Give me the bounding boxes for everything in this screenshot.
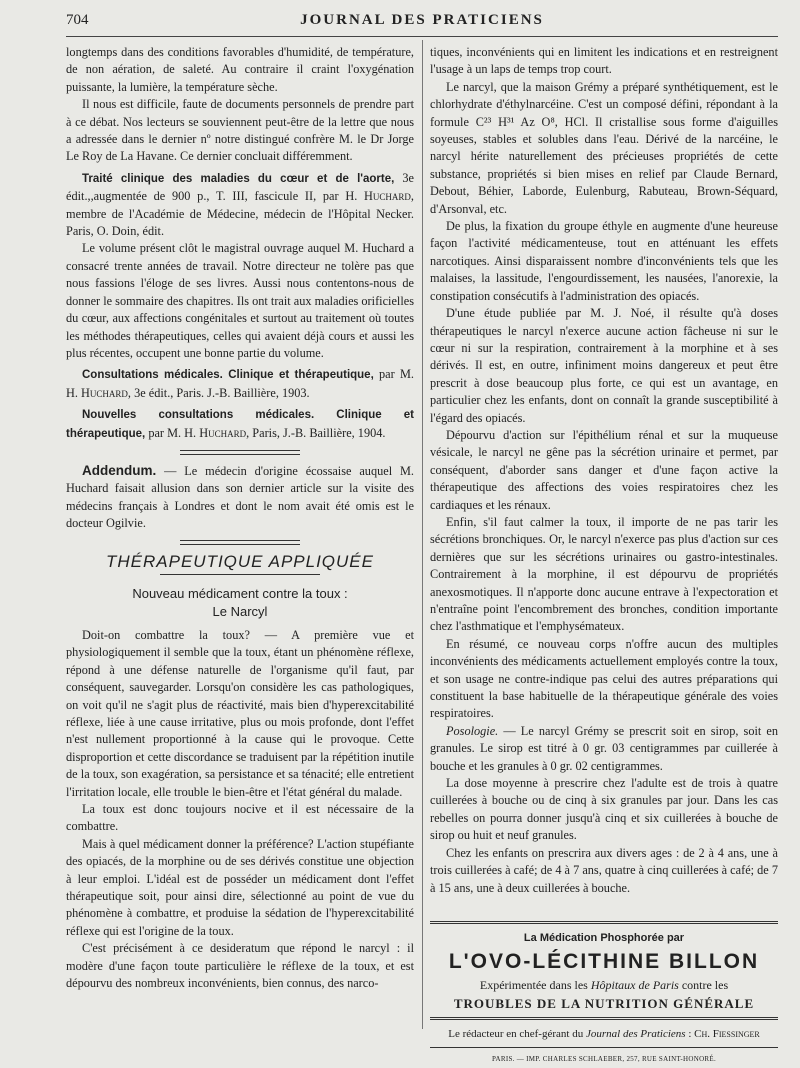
- section-rule: [160, 574, 320, 575]
- section-title: THÉRAPEUTIQUE APPLIQUÉE: [106, 551, 374, 571]
- posologie-label: Posologie.: [446, 723, 499, 738]
- paragraph: Chez les enfants on prescrira aux divers ages : de 2 à 4 ans, une à trois cuillerées à café; de 4 à 7 ans, quatre à cinq cuillerées à café; de 7 à 15 ans, une à deux cuillerées à bouche.: [430, 845, 778, 895]
- book-title: Consultations médicales. Clinique et thérapeutique,: [82, 369, 374, 382]
- author-name: Huchard,: [199, 425, 250, 440]
- book-reference: Consultations médicales. Clinique et thérapeutique, par M. H. Huchard, 3e édit., Paris. J.-B. Baillière, 1903.: [66, 367, 414, 400]
- right-column: [430, 44, 778, 1068]
- separator-rule: [180, 450, 300, 455]
- header-rule: [66, 36, 778, 37]
- paragraph: Le narcyl, que la maison Grémy a préparé synthétiquement, est le chlorhydrate d'éthylnarcéine. C'est un composé défini, répondant à la formule C²³ H³¹ Az O⁸, HCl. Il cristallise sous forme d'aiguilles soyeuses, stables et solubles dans l'eau. Dérivé de la narcéine, le narcyl hérite naturellement des précieuses propriétés de cette substance, propriétés si bien mises en relief par Claude Bernard, Debout, Béhier, Laborde, Eulenburg, Rabuteau, Brown-Séquard, d'Arsonval, etc.: [430, 79, 778, 216]
- paragraph: En résumé, ce nouveau corps n'offre aucun des multiples inconvénients des médicaments actuellement employés contre la toux, et son usage ne contre-indique pas celui des autres préparations qui constituent la base habituelle de la thérapeutique générale des voies respiratoires.: [430, 636, 778, 721]
- paragraph: Doit-on combattre la toux? — A première vue et physiologiquement il semble que la toux, étant un phénomène réflexe, répond à une défense naturelle de l'organisme qu'il faut, par conséquent, sauvegarder. Lorsqu'on considère les cas pathologiques, on voit qu'il ne s'agit plus de réactivité, mais bien d'hyperexcitabilité réflexe, liée à une cause irritative, plus ou mois profonde, dont l'effet n'est nullement proportionné à la cause qui le provoque. Cette disproportion et cette discordance se traduisent par la répétition inutile de la toux, son exagération, sa persistance et sa ténacité; elle entretient l'irritation locale, elle trouble le bien-être et l'état général du malade.: [66, 627, 414, 799]
- paragraph: La toux est donc toujours nocive et il est nécessaire de la combattre.: [66, 802, 414, 834]
- book-title: Nouvelles consultations médicales. Clinique et thérapeutique,: [66, 409, 414, 440]
- separator-rule: [180, 540, 300, 545]
- journal-title: JOURNAL DES PRATICIENS: [300, 12, 544, 28]
- ad-line: Expérimentée dans les Hôpitaux de Paris contre les: [479, 978, 729, 993]
- editor-line: Le rédacteur en chef-gérant du Journal des Praticiens : Ch. Fiessinger: [430, 1026, 778, 1047]
- left-column: [66, 44, 414, 993]
- column-divider: [422, 40, 423, 1029]
- paragraph: longtemps dans des conditions favorables d'humidité, de température, de non aération, de saleté. Au contraire il craint l'oxygénation puissante, la lumière, la température sèche.: [66, 45, 414, 94]
- ad-line: TROUBLES DE LA NUTRITION GÉNÉRALE: [453, 995, 755, 1011]
- paragraph: D'une étude publiée par M. J. Noé, il résulte qu'à doses thérapeutiques le narcyl n'exerce aucune action fâcheuse ni sur le cœur ni sur la respiration, contrairement à la morphine et à ses dérivés. Il est, en outre, infiniment moins dangereux et peut être prescrit à dose beaucoup plus forte, ce qui est un avantage, en particulier chez les enfants, dont on connaît la grande susceptibilité à l'égard des opiacés.: [430, 306, 778, 425]
- ad-brand: L'OVO-LÉCITHINE BILLON: [448, 950, 760, 974]
- page-number: 704: [66, 12, 89, 28]
- book-title: Traité clinique des maladies du cœur et de l'aorte,: [82, 172, 395, 185]
- paragraph: La dose moyenne à prescrire chez l'adulte est de trois à quatre cuillerées à bouche ou de cinq à six granules par jour. Dans les cas rebelles on pourra donner jusqu'à cinq et six cuillerées à bouche de sirop ou huit et neuf granules.: [430, 776, 778, 843]
- addendum-label: Addendum.: [82, 462, 157, 478]
- paragraph: Mais à quel médicament donner la préférence? L'action stupéfiante des opiacés, de la morphine ou de ses dérivés constitue une objection à leur emploi. L'idéal est de posséder un médicament dont l'effet thérapeutique soit, pour ainsi dire, sélectionné au point de vue du phénomène à combattre, et produise la sédation de l'hyperexcitabilité réflexe qui est l'origine de la toux.: [66, 836, 414, 938]
- article-title: Nouveau médicament contre la toux : Le Narcyl: [66, 585, 414, 621]
- ad-line: La Médication Phosphorée par: [523, 931, 685, 944]
- book-reference: Nouvelles consultations médicales. Clinique et thérapeutique, par M. H. Huchard, Paris, J.-B. Baillière, 1904.: [66, 409, 414, 440]
- paragraph: C'est précisément à ce desideratum que répond le narcyl : il modère d'une façon toute particulière le réflexe de la toux, et est dépourvu des nombreux inconvénients, bien connus, des narco-: [66, 941, 414, 991]
- printer-line: PARIS. — IMP. CHARLES SCHLAEBER, 257, RUE SAINT-HONORÉ.: [491, 1054, 717, 1063]
- paragraph: Il nous est difficile, faute de documents personnels de prendre part à ce débat. Nos lecteurs se souviennent peut-être de la lettre que nous a adressée dans le dernier nº notre distingué confrère M. le Dr Jorge Le Roy de La Havane. Ce dernier concluait différemment.: [66, 97, 414, 164]
- paragraph: tiques, inconvénients qui en limitent les indications et en restreignent l'usage à un laps de temps trop court.: [430, 45, 778, 77]
- author-name: Huchard,: [364, 189, 414, 204]
- paragraph: Le volume présent clôt le magistral ouvrage auquel M. Huchard a consacré trente années de travail. Notre directeur ne tolère pas que nous fassions l'éloge de ses livres. Aussi nous contentons-nous de donner le sommaire des chapitres. Ils ont trait aux maladies orificielles du cœur, aux affections congénitales et surtout au traitement où toutes les méthodes thérapeutiques, celles qui avaient déjà cours et aussi les plus récentes, occupent une bonne partie du volume.: [66, 241, 414, 360]
- author-name: Huchard,: [81, 385, 132, 400]
- paragraph: De plus, la fixation du groupe éthyle en augmente d'une heureuse façon l'activité médicamenteuse, tout en atténuant les effets narcotiques. Ainsi disparaissent nombre d'inconvénients tels que les malaises, la lassitude, l'engourdissement, les nausées, l'anorexie, la constipation consécutifs à l'administration des opiacés.: [430, 219, 778, 303]
- article-subtitle: Le Narcyl: [212, 603, 268, 619]
- page-header: [66, 12, 778, 34]
- book-reference: Traité clinique des maladies du cœur et de l'aorte, 3e édit.,,augmentée de 900 p., T. III, fascicule II, par H. Huchard, membre de l'Académie de Médecine, médecin de l'Hôpital Necker. Paris, O. Doin, édit.: [66, 170, 414, 239]
- addendum: Addendum. — Le médecin d'origine écossaise auquel M. Huchard faisait allusion dans son dernier article sur la visite des médecins français à Londres et dont le nom avait été omis est le docteur Ogilvie.: [66, 462, 414, 531]
- paragraph: Enfin, s'il faut calmer la toux, il importe de ne pas tarir les sécrétions bronchiques. Or, le narcyl n'exerce pas plus d'action sur ces dernières que sur les sécrétions urinaires ou gastro-intestinales. Contrairement à la morphine, il est dépourvu de propriétés anexosmotiques. Il n'apporte donc aucune entrave à l'expectoration et n'entraîne point l'encombrement des bronches, condition importante chez l'asthmatique et l'emphysémateux.: [430, 514, 778, 634]
- posologie: Posologie. — Le narcyl Grémy se prescrit soit en sirop, soit en granules. Le sirop est titré à 0 gr. 03 centigrammes par cuillerée à bouche et les granules à 0 gr. 02 centigrammes.: [430, 723, 778, 773]
- advertisement: [430, 921, 778, 1020]
- paragraph: Dépourvu d'action sur l'épithélium rénal et sur la muqueuse vésicale, le narcyl ne gêne pas la sécrétion urinaire et permet, par conséquent, d'aborder sans danger et d'une façon active la thérapeutique des affections des voies respiratoires chez les cardiaques et les rénaux.: [430, 427, 778, 512]
